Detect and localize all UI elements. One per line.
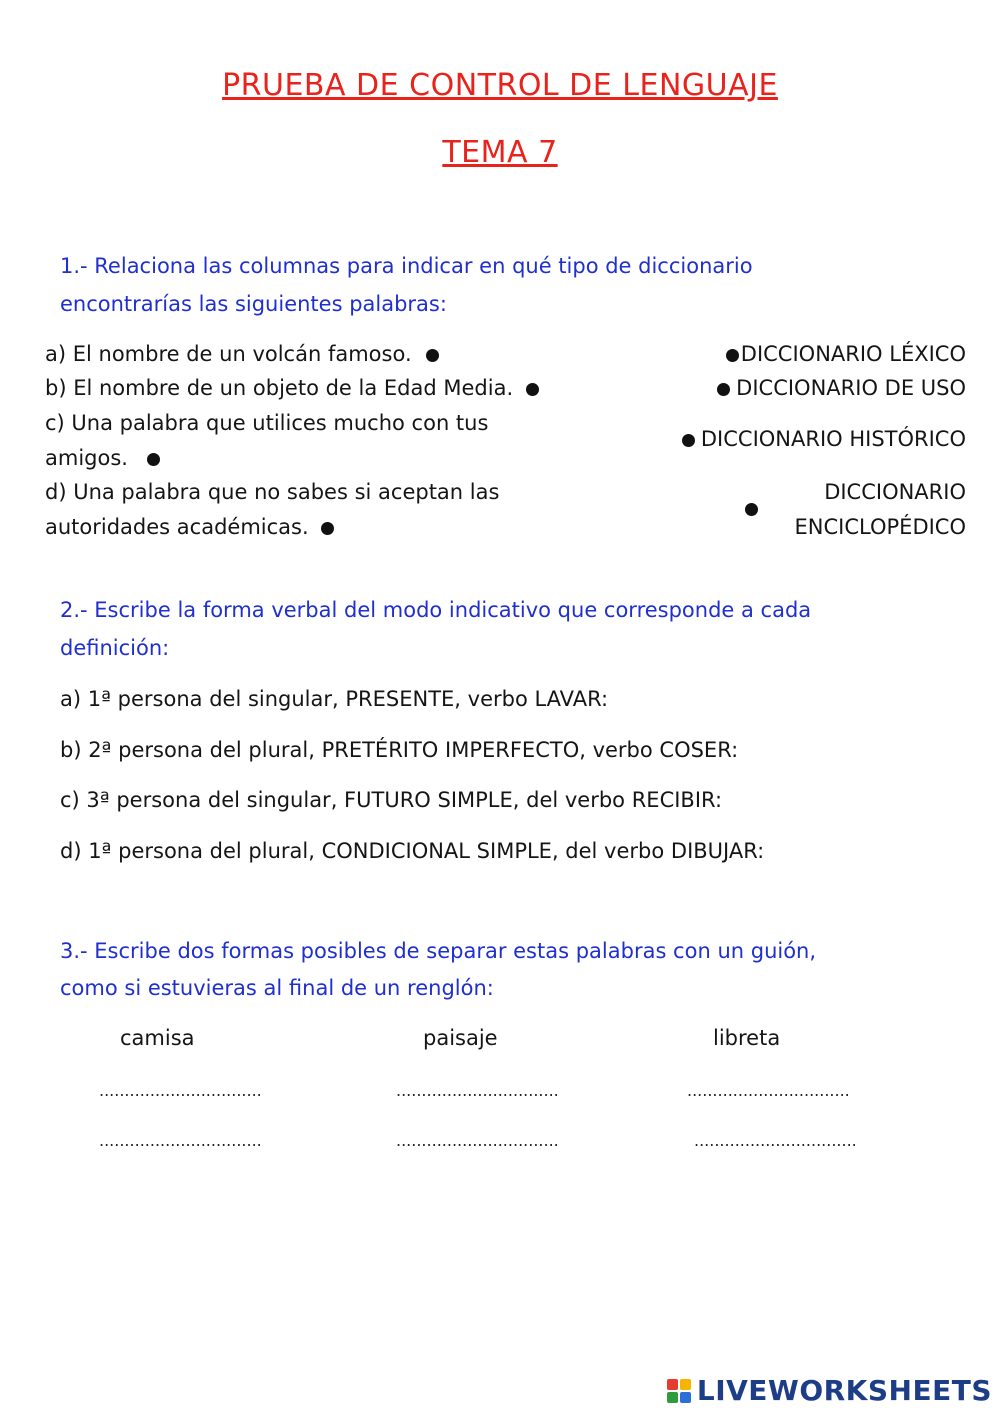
q1-item-a <box>45 342 439 366</box>
q2-item-a: a) 1ª persona del singular, PRESENTE, verbo LAVAR: <box>60 687 609 711</box>
q3-word-paisaje: paisaje <box>423 1026 498 1050</box>
match-dot-right-lexico[interactable] <box>726 349 739 362</box>
q1-item-a-text: a) El nombre de un volcán famoso. <box>45 342 412 366</box>
answer-blank-libreta-1[interactable]: ................................ <box>687 1081 850 1100</box>
match-dot-left-a[interactable] <box>426 349 439 362</box>
q1-instruction-line1: 1.- Relaciona las columnas para indicar en qué tipo de diccionario <box>60 254 753 278</box>
match-dot-left-c[interactable] <box>147 453 160 466</box>
q1-instruction-line2: encontrarías las siguientes palabras: <box>60 292 447 316</box>
page-title: PRUEBA DE CONTROL DE LENGUAJE <box>222 68 778 103</box>
match-dot-left-b[interactable] <box>526 383 539 396</box>
q2-item-c: c) 3ª persona del singular, FUTURO SIMPLE, del verbo RECIBIR: <box>60 788 723 812</box>
liveworksheets-brand-text: LIVEWORKSHEETS <box>696 1374 992 1407</box>
answer-blank-paisaje-2[interactable]: ................................ <box>396 1131 559 1150</box>
liveworksheets-logo <box>667 1374 992 1407</box>
q3-instruction-line1: 3.- Escribe dos formas posibles de separar estas palabras con un guión, <box>60 939 817 963</box>
match-dot-left-d[interactable] <box>321 522 334 535</box>
q1-item-b <box>45 376 539 400</box>
q1-option-enciclopedico-line2: ENCICLOPÉDICO <box>794 515 966 539</box>
answer-blank-camisa-2[interactable]: ................................ <box>99 1131 262 1150</box>
q1-item-d-text: autoridades académicas. <box>45 515 309 539</box>
match-dot-right-uso[interactable] <box>717 383 730 396</box>
q1-option-uso-text: DICCIONARIO DE USO <box>736 376 966 400</box>
liveworksheets-logo-icon <box>667 1379 691 1403</box>
q1-option-lexico-text: DICCIONARIO LÉXICO <box>740 342 966 366</box>
q1-item-c-text: amigos. <box>45 446 128 470</box>
q1-item-d-line1: d) Una palabra que no sabes si aceptan las <box>45 480 500 504</box>
q2-item-d: d) 1ª persona del plural, CONDICIONAL SIMPLE, del verbo DIBUJAR: <box>60 839 765 863</box>
logo-square-2 <box>680 1379 691 1390</box>
answer-blank-libreta-2[interactable]: ................................ <box>694 1131 857 1150</box>
logo-square-4 <box>680 1392 691 1403</box>
q2-item-b: b) 2ª persona del plural, PRETÉRITO IMPERFECTO, verbo COSER: <box>60 738 739 762</box>
q1-option-enciclopedico-line1: DICCIONARIO <box>824 480 966 504</box>
logo-square-1 <box>667 1379 678 1390</box>
answer-blank-camisa-1[interactable]: ................................ <box>99 1081 262 1100</box>
match-dot-right-enciclopedico[interactable] <box>745 503 758 516</box>
q1-option-uso <box>717 376 966 400</box>
q1-option-historico <box>682 427 966 451</box>
page-subtitle: TEMA 7 <box>442 135 558 170</box>
q3-word-libreta: libreta <box>713 1026 781 1050</box>
q1-item-b-text: b) El nombre de un objeto de la Edad Media. <box>45 376 514 400</box>
logo-square-3 <box>667 1392 678 1403</box>
q2-instruction-line1: 2.- Escribe la forma verbal del modo indicativo que corresponde a cada <box>60 598 812 622</box>
q1-option-lexico <box>726 342 966 366</box>
answer-blank-paisaje-1[interactable]: ................................ <box>396 1081 559 1100</box>
match-dot-right-historico[interactable] <box>682 434 695 447</box>
q2-instruction-line2: definición: <box>60 636 170 660</box>
q3-instruction-line2: como si estuvieras al final de un renglón: <box>60 976 494 1000</box>
q1-item-d-line2 <box>45 515 334 539</box>
q1-item-c-line2 <box>45 446 160 470</box>
q1-option-historico-text: DICCIONARIO HISTÓRICO <box>700 427 966 451</box>
q3-word-camisa: camisa <box>120 1026 195 1050</box>
q1-item-c-line1: c) Una palabra que utilices mucho con tus <box>45 411 489 435</box>
